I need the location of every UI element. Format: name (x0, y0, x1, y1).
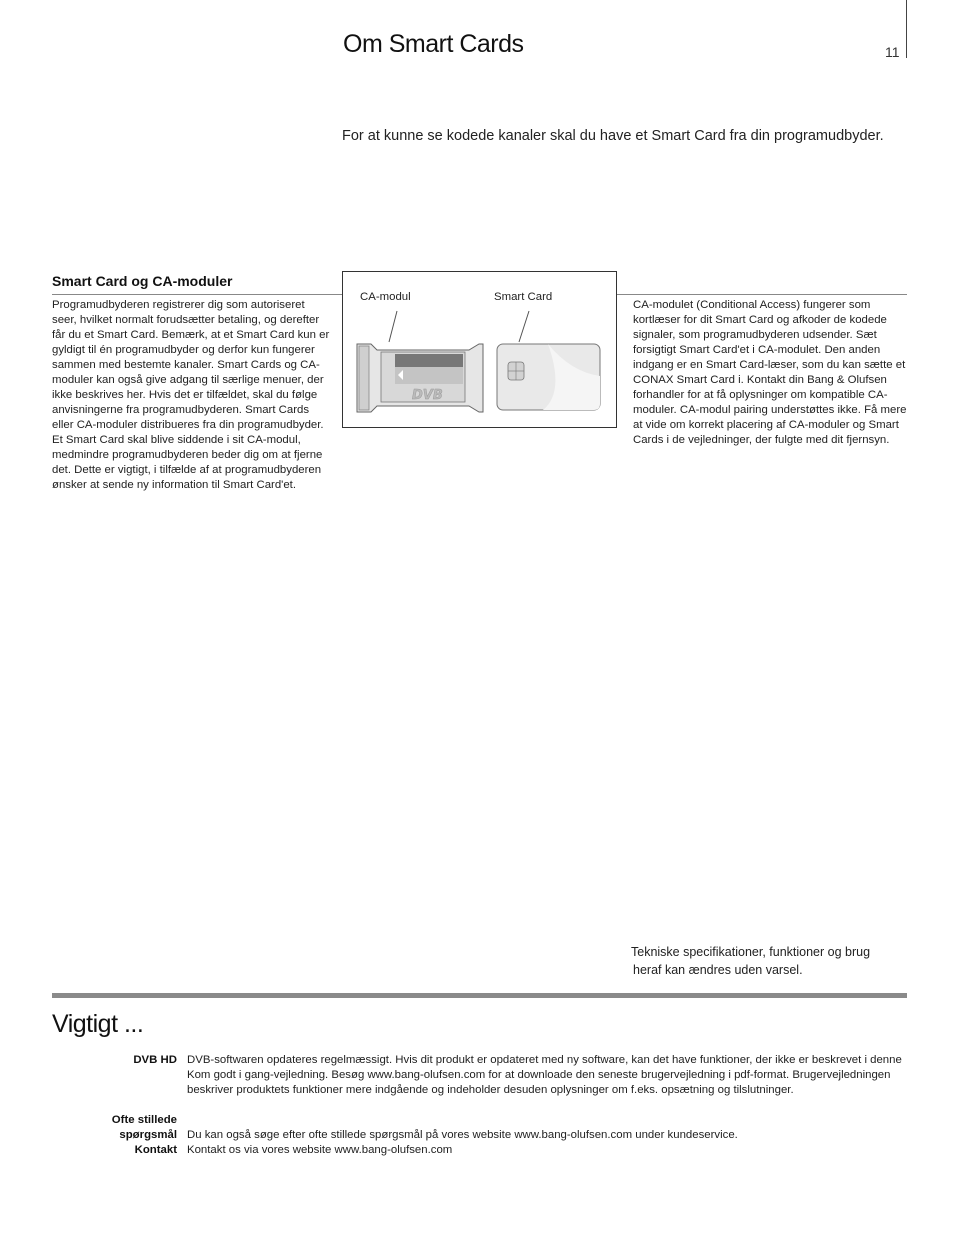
faq-label-line-2: spørgsmål (119, 1129, 177, 1141)
important-divider (52, 993, 907, 998)
page-title: Om Smart Cards (343, 30, 524, 58)
figure-label-ca-module: CA-modul (360, 291, 411, 303)
contact-text: Kontakt os via vores website www.bang-olufsen.com (187, 1144, 453, 1156)
dvb-hd-text: DVB-softwaren opdateres regelmæssigt. Hvis dit produkt er opdateret med ny software, kan det have funktioner, der ikke er beskrevet i denne Kom godt i gang-vejledning. Besøg www.bang-olufsen.com for at downloade den seneste brugervejledning i pdf-format. Brugervejledningen beskriver produktets funktioner mere indgående og indeholder desuden oplysninger om f.eks. opsætning og tilslutninger. (187, 1054, 902, 1096)
spec-notice (631, 943, 921, 979)
section-left-text: Programudbyderen registrerer dig som autoriseret seer, hvilket normalt forudsætter betaling, og derefter får du et Smart Card. Bemærk, at et Smart Card kun er gyldigt til én programudbyder og derfor kun fungerer sammen med bestemte kanaler. Smart Cards og CA-moduler kan også give adgang til særlige menuer, der ikke beskrives her. Hvis det er tilfældet, skal du følge anvisningerne fra programudbyderen. Smart Cards eller CA-moduler distribueres fra din programudbyder. Et Smart Card skal blive siddende i sit CA-modul, medmindre programudbyderen beder dig om at fjerne det. Dette er vigtigt, i tilfælde af at programudbyderen ønsker at sende ny information til Smart Card'et. (52, 299, 330, 491)
section-heading: Smart Card og CA-moduler (52, 273, 233, 289)
important-title: Vigtigt ... (52, 1010, 144, 1038)
faq-label-line-1: Ofte stillede (111, 1114, 177, 1126)
dvb-hd-label: DVB HD (133, 1054, 177, 1066)
section-right-text: CA-modulet (Conditional Access) fungerer som kortlæser for dit Smart Card og afkoder de kodede signaler, som programudbyderen udsender. Sæt forsigtigt Smart Card'et i CA-modulet. Den anden indgang er en Smart Card-læser, som du kan sætte et CONAX Smart Card i. Kontakt din Bang & Olufsen forhandler for at få oplysninger om kompatible CA-moduler. CA-modul pairing understøttes ikke. Få mere at vide om korrekt placering af CA-moduler og Smart Cards i de vejledninger, der fulgte med dit fjernsyn. (633, 299, 907, 446)
smart-card-figure (342, 271, 617, 428)
intro-text: For at kunne se kodede kanaler skal du have et Smart Card fra din programudbyder. (342, 128, 884, 144)
dvb-logo: DVB (412, 388, 443, 403)
faq-text: Du kan også søge efter ofte stillede spørgsmål på vores website www.bang-olufsen.com under kundeservice. (187, 1129, 738, 1141)
figure-label-smart-card: Smart Card (494, 291, 553, 303)
page-edge-rule (906, 0, 907, 58)
spec-notice-line-1: Tekniske specifikationer, funktioner og brug (631, 945, 871, 959)
ca-module-and-card-illustration (343, 272, 616, 427)
spec-notice-line-2: heraf kan ændres uden varsel. (633, 963, 803, 977)
contact-label: Kontakt (134, 1144, 177, 1156)
page-number: 11 (885, 44, 900, 60)
